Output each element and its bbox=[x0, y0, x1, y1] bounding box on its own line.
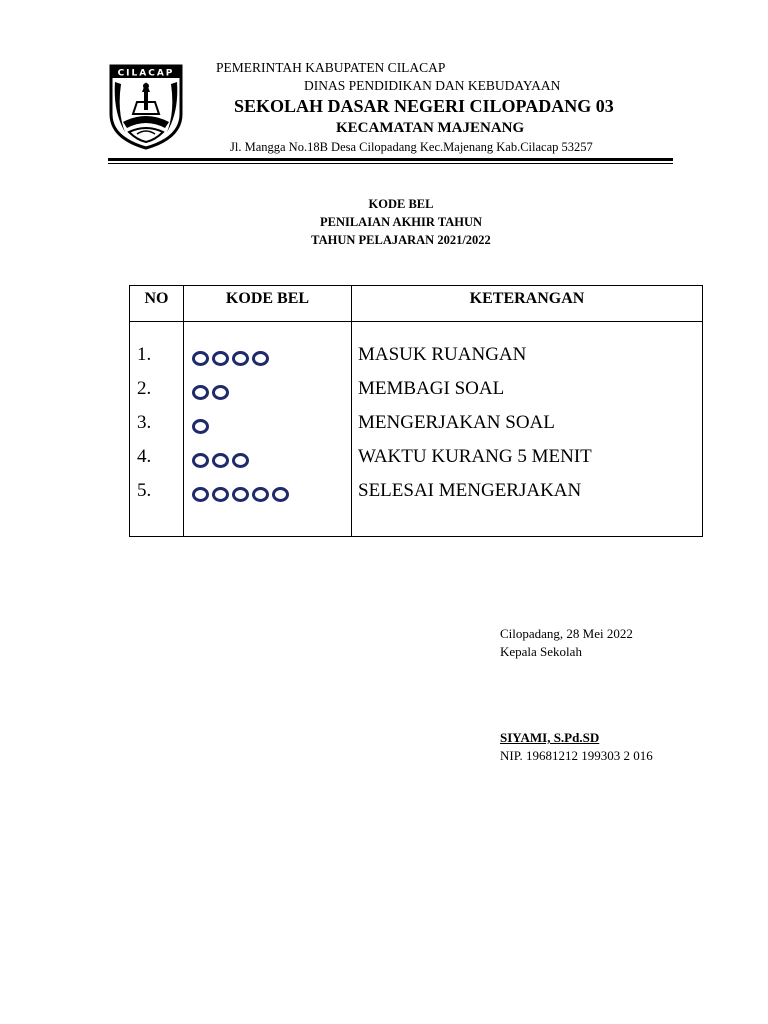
doc-title: KODE BEL bbox=[368, 197, 434, 211]
row-number: 5. bbox=[137, 480, 152, 501]
row-description: MASUK RUANGAN bbox=[358, 344, 527, 365]
bell-pattern bbox=[192, 482, 289, 506]
bell-pattern bbox=[192, 380, 229, 404]
row-number: 4. bbox=[137, 446, 152, 467]
table-row bbox=[130, 342, 702, 376]
row-description: WAKTU KURANG 5 MENIT bbox=[358, 446, 592, 467]
row-number: 1. bbox=[137, 344, 152, 365]
bell-pattern bbox=[192, 346, 269, 370]
row-number: 2. bbox=[137, 378, 152, 399]
header-divider-thin bbox=[108, 163, 673, 164]
bell-ring-icon bbox=[232, 453, 249, 468]
cilacap-regency-logo bbox=[107, 62, 185, 150]
bell-ring-icon bbox=[192, 351, 209, 366]
column-header-no: NO bbox=[144, 290, 169, 307]
signature-role: Kepala Sekolah bbox=[500, 644, 582, 659]
bell-ring-icon bbox=[192, 385, 209, 400]
bell-ring-icon bbox=[212, 351, 229, 366]
bell-ring-icon bbox=[192, 453, 209, 468]
header-school-name: SEKOLAH DASAR NEGERI CILOPADANG 03 bbox=[234, 96, 614, 116]
bell-ring-icon bbox=[232, 351, 249, 366]
header-department: DINAS PENDIDIKAN DAN KEBUDAYAAN bbox=[304, 78, 561, 93]
doc-subtitle: PENILAIAN AKHIR TAHUN bbox=[319, 215, 483, 229]
signature-nip: NIP. 19681212 199303 2 016 bbox=[500, 748, 653, 763]
bell-code-table bbox=[129, 285, 703, 537]
bell-ring-icon bbox=[212, 385, 229, 400]
row-description: MEMBAGI SOAL bbox=[358, 378, 505, 399]
table-row bbox=[130, 410, 702, 444]
header-address: Jl. Mangga No.18B Desa Cilopadang Kec.Majenang Kab.Cilacap 53257 bbox=[230, 140, 593, 154]
header-government: PEMERINTAH KABUPATEN CILACAP bbox=[216, 60, 446, 75]
signature-name: SIYAMI, S.Pd.SD bbox=[500, 730, 600, 745]
bell-ring-icon bbox=[272, 487, 289, 502]
row-description: SELESAI MENGERJAKAN bbox=[358, 480, 582, 501]
header-district: KECAMATAN MAJENANG bbox=[336, 120, 525, 136]
bell-ring-icon bbox=[192, 419, 209, 434]
bell-ring-icon bbox=[212, 453, 229, 468]
bell-ring-icon bbox=[232, 487, 249, 502]
bell-pattern bbox=[192, 414, 209, 438]
table-row bbox=[130, 444, 702, 478]
column-header-kode-bel: KODE BEL bbox=[225, 290, 310, 307]
bell-ring-icon bbox=[252, 351, 269, 366]
column-header-keterangan: KETERANGAN bbox=[469, 290, 585, 307]
row-number: 3. bbox=[137, 412, 152, 433]
doc-school-year: TAHUN PELAJARAN 2021/2022 bbox=[311, 233, 491, 247]
bell-pattern bbox=[192, 448, 249, 472]
bell-ring-icon bbox=[192, 487, 209, 502]
table-row bbox=[130, 376, 702, 410]
header-divider-thick bbox=[108, 158, 673, 161]
table-row bbox=[130, 478, 702, 512]
signature-place-date: Cilopadang, 28 Mei 2022 bbox=[500, 626, 633, 641]
logo-lettering: CILACAP bbox=[117, 68, 175, 79]
row-description: MENGERJAKAN SOAL bbox=[358, 412, 555, 433]
table-header-divider bbox=[130, 321, 702, 322]
bell-ring-icon bbox=[252, 487, 269, 502]
bell-ring-icon bbox=[212, 487, 229, 502]
